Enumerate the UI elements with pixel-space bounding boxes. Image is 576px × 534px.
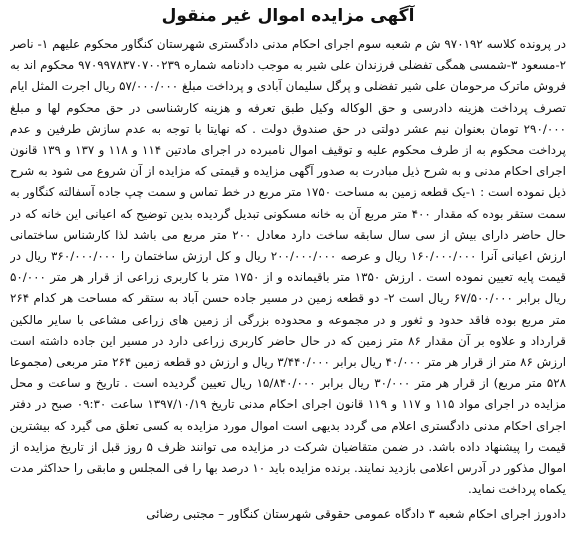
notice-body-text: در پرونده کلاسه ۹۷۰۱۹۲ ش م شعبه سوم اجرای احکام مدنی دادگستری شهرستان کنگاور محکوم علیهم ۱- ناصر ۲-مسعود ۳-شمسی همگی تفضلی فرزندان علی شیر به موجب دادنامه شماره ۹۷۰۹۹۷۸۳۷۰۷۰۰۲۳۹ محکوم اند به فروش ماترک مرحومان علی شیر تفضلی و پرگل سلیمان آبادی و پرداخت مبلغ ۵۷/۰۰۰/۰۰۰ ریال اجرت المثل ایام تصرف پرداخت هزینه دادرسی و حق الوکاله وکیل طبق تعرفه و هزینه کارشناسی در حق محکوم لها و مبلغ ۲۹۰/۰۰۰ تومان بعنوان نیم عشر دولتی در حق صندوق دولت . که نهایتا با توجه به عدم سازش طرفین و عدم پرداخت محکوم به از طرف محکوم علیه و توقیف اموال نامبرده در اجرای مادتین ۱۱۴ و ۱۱۸ و ۱۳۷ و ۱۳۹ قانون اجرای احکام مدنی و به شرح ذیل مبادرت به صدور آگهی مزایده و قیمتی که مزایده از آن شروع می شود به شرح ذیل نموده است : ۱-یک قطعه زمین به مساحت ۱۷۵۰ متر مربع در خط تماس و سمت چپ جاده آسفالته کنگاور به سمت ستقر بوده که مقدار ۴۰۰ متر مربع آن به خانه مسکونی تبدیل گردیده بدین توضیح که اعیانی این خانه که در حال حاضر دارای بیش از سی سال سابقه ساخت دارد معادل ۲۰۰ متر مربع می باشد لذا کارشناس ساختمانی ارزش اعیانی آنرا ۱۶۰/۰۰۰/۰۰۰ ریال و عرصه ۲۰۰/۰۰۰/۰۰۰ ریال و کل ارزش ساختمان را ۳۶۰/۰۰۰/۰۰۰ ریال در قیمت پایه تعیین نموده است . ارزش ۱۳۵۰ متر باقیمانده و از ۱۷۵۰ متر با کاربری زراعی از قرار هر متر ۵۰/۰۰۰ ریال برابر ۶۷/۵۰۰/۰۰۰ ریال است ۲- دو قطعه زمین در مسیر جاده حسن آباد به ستقر که مساحت هر کدام ۲۶۴ متر مربع بوده فاقد حدود و ثغور و در مجموعه و محدوده بزرگی از زمین های زراعی مشاعی با سایر مالکین قرارداد و علاوه بر آن مقدار ۸۶ متر زمین که در حال حاضر کاربری زراعی دارد در مسیر این جاده داشته است ارزش ۸۶ متر از قرار هر متر ۴۰/۰۰۰ ریال برابر ۳/۴۴۰/۰۰۰ ریال و ارزش دو قطعه زمین ۲۶۴ متر مربعی (مجموعا ۵۲۸ متر مربع) از قرار هر متر ۳۰/۰۰۰ ریال برابر ۱۵/۸۴۰/۰۰۰ ریال تعیین گردیده است . تاریخ و ساعت و محل مزایده در اجرای مواد ۱۱۵ و ۱۱۷ و ۱۱۹ قانون اجرای احکام مدنی تاریخ ۱۳۹۷/۱۰/۱۹ ساعت ۰۹:۳۰ صبح در دفتر اجرای احکام مدنی دادگستری اعلام می گردد بدیهی است اموال مورد مزایده به کسی تعلق می گیرد که بیشترین قیمت را پیشنهاد داده باشد. در ضمن متقاضیان شرکت در مزایده می توانند ظرف ۵ روز قبل از تاریخ مزایده از اموال مذکور در آدرس اعلامی بازدید نمایند. برنده مزایده باید ۱۰ درصد بها را فی المجلس و مابقی را حداکثر مدت یکماه پرداخت نماید. (10, 37, 566, 496)
notice-title: آگهی مزایده اموال غیر منقول (161, 6, 415, 26)
notice-signature: دادورز اجرای احکام شعبه ۳ دادگاه عمومی حقوقی شهرستان کنگاور – مجتبی رضائی (146, 507, 566, 521)
